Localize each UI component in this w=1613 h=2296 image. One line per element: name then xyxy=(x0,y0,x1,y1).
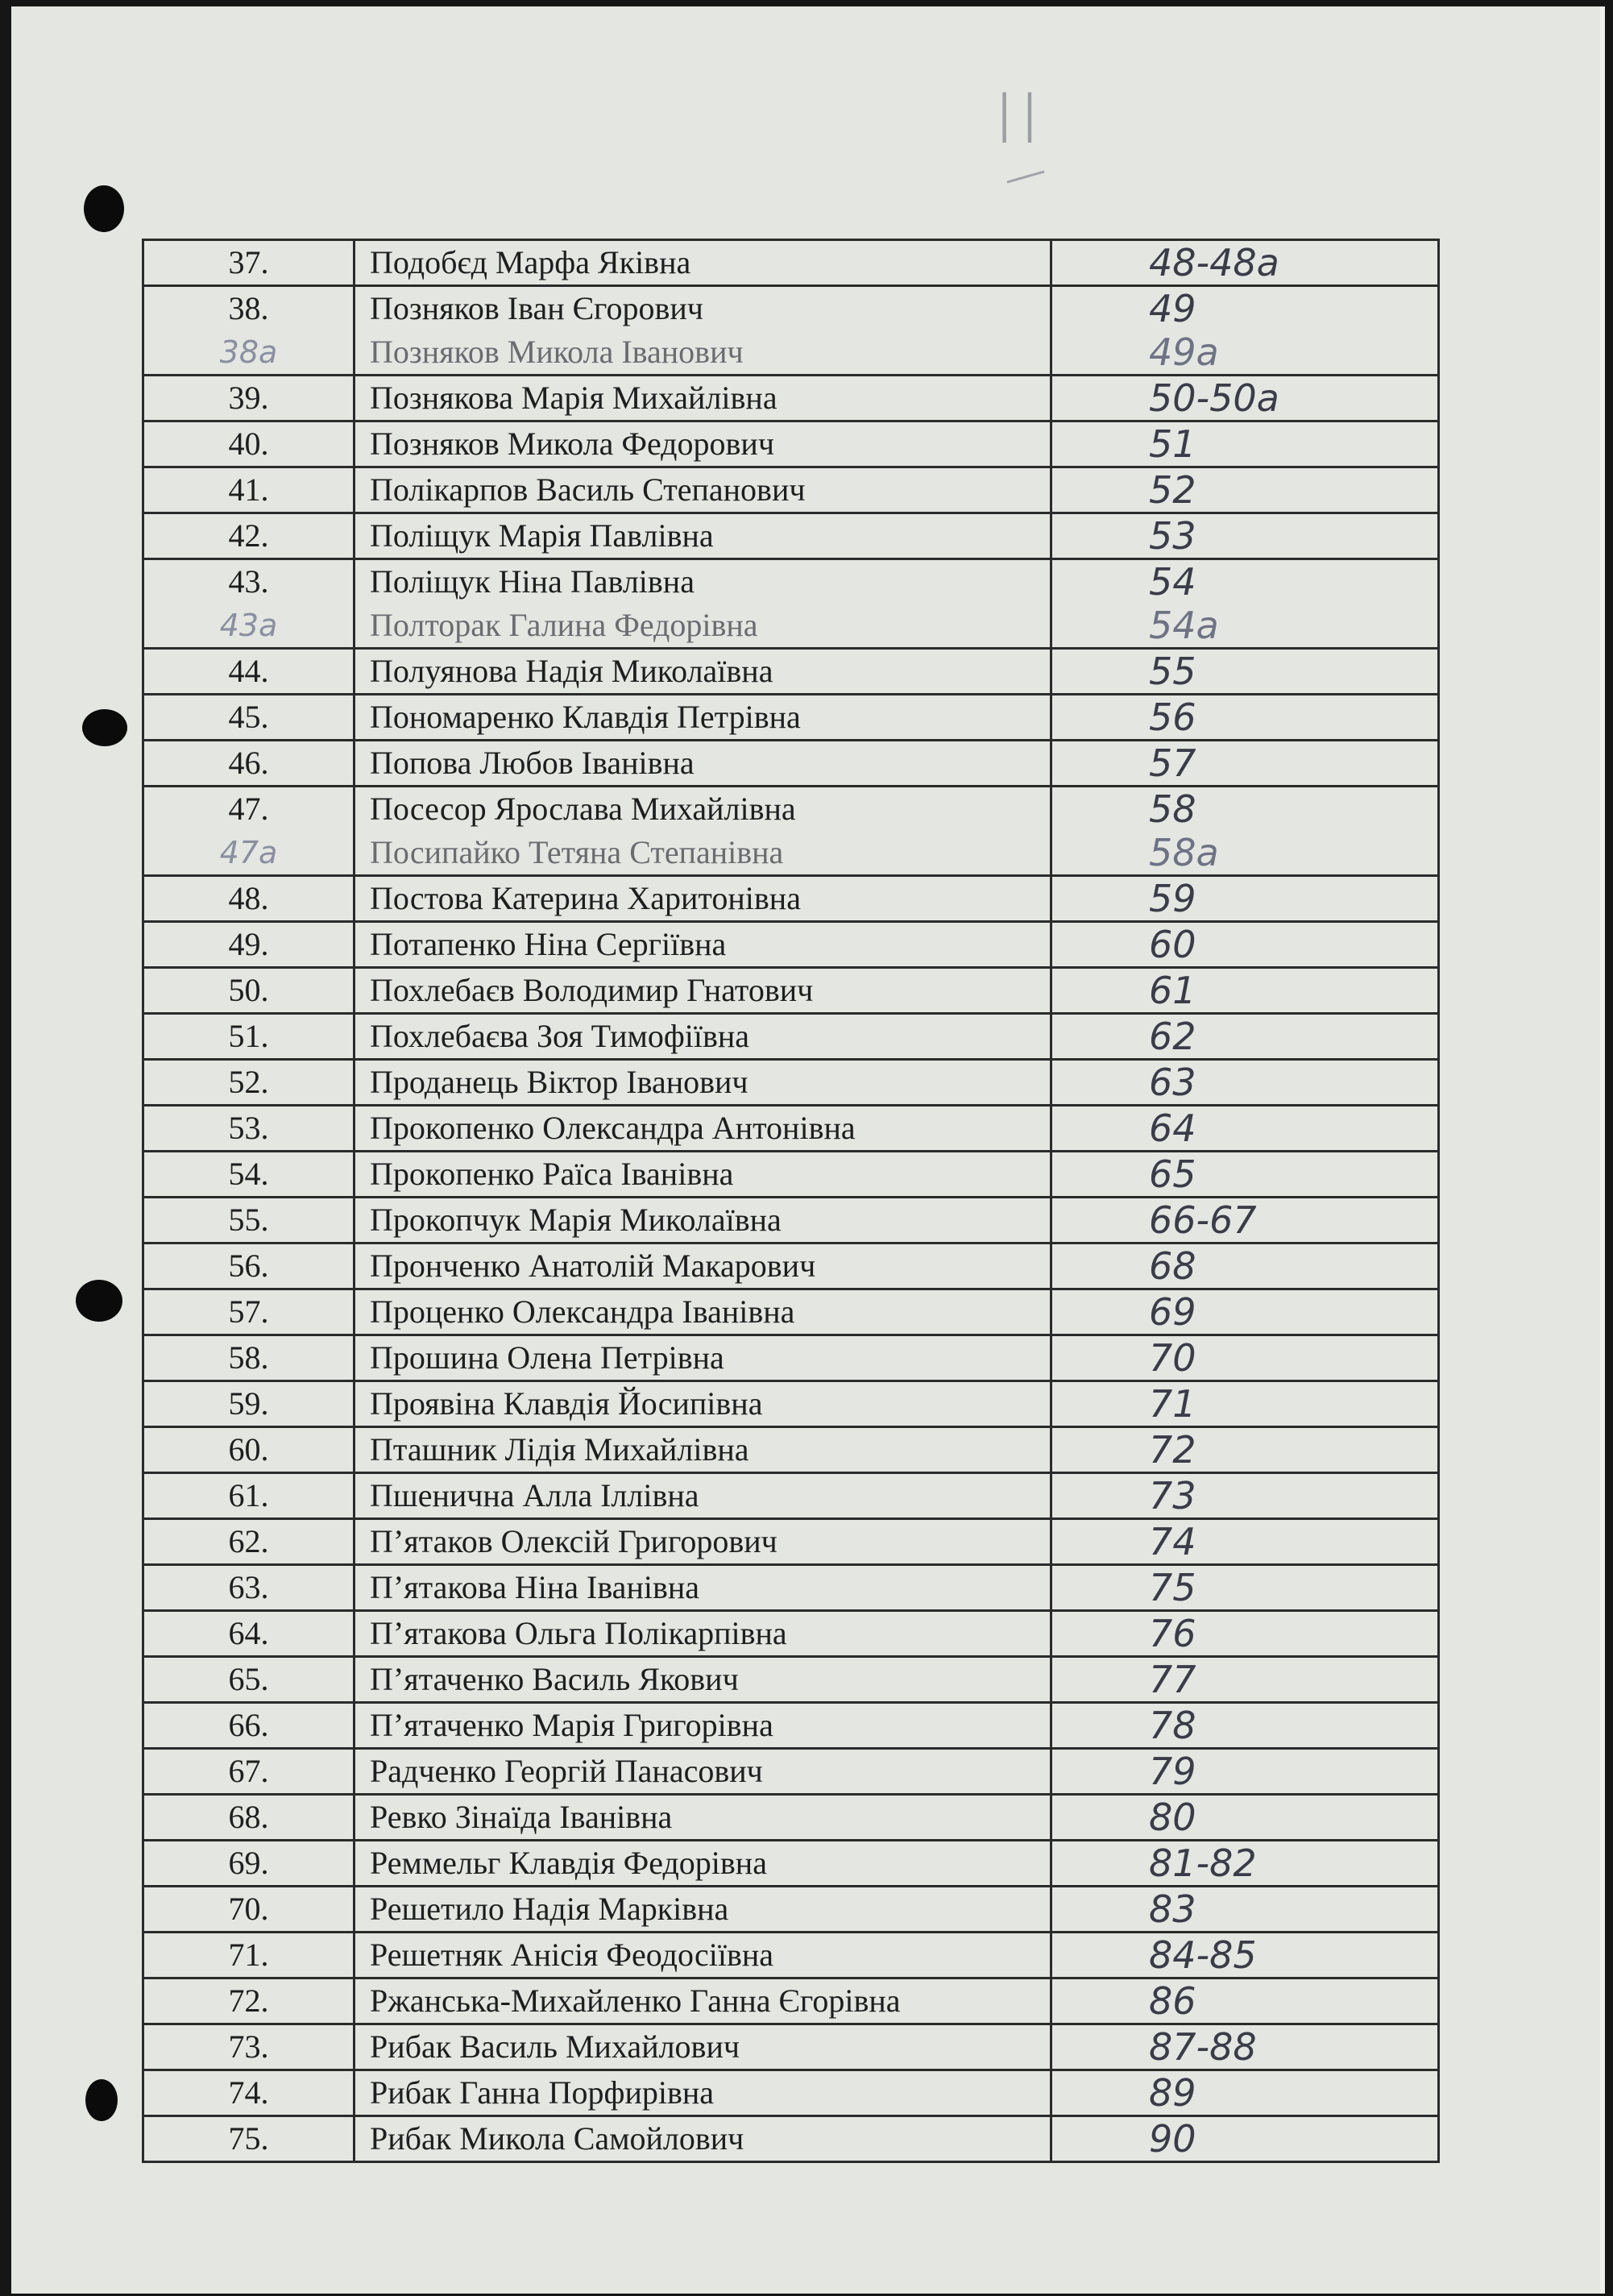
row-number-text: 56. xyxy=(228,1248,269,1284)
row-number xyxy=(143,1014,355,1060)
handwritten-page-number: 68 xyxy=(1149,1244,1196,1288)
table-row xyxy=(143,2024,1439,2070)
table-row xyxy=(143,240,1439,286)
binder-hole xyxy=(76,1280,122,1322)
table-row xyxy=(143,1657,1439,1703)
page-reference-cell xyxy=(1051,1933,1439,1978)
handwritten-page-number: 56 xyxy=(1149,695,1196,739)
handwritten-page-number: 53 xyxy=(1149,514,1196,558)
document-page xyxy=(11,6,1605,2294)
person-name-cell xyxy=(355,1381,1051,1427)
row-number-text: 61. xyxy=(228,1477,269,1513)
row-number xyxy=(143,876,355,922)
person-name-cell xyxy=(355,1933,1051,1978)
person-name: Позняков Іван Єгорович xyxy=(370,290,703,326)
person-name-cell xyxy=(355,876,1051,922)
binder-hole xyxy=(82,709,127,746)
row-number-text: 42. xyxy=(228,517,269,554)
person-name-cell xyxy=(355,376,1051,421)
handwritten-page-number: 61 xyxy=(1149,969,1196,1012)
table-row xyxy=(143,1381,1439,1427)
page-reference-cell xyxy=(1051,1841,1439,1887)
handwritten-sub-number: 47а xyxy=(219,835,278,870)
table-row xyxy=(143,376,1439,421)
handwritten-page-number: 69 xyxy=(1149,1290,1196,1334)
table-row xyxy=(143,922,1439,968)
handwritten-page-number: 57 xyxy=(1149,741,1196,785)
page-reference-cell xyxy=(1051,1611,1439,1657)
page-reference-cell xyxy=(1051,1657,1439,1703)
page-reference-cell xyxy=(1051,922,1439,968)
row-number xyxy=(143,741,355,787)
row-number xyxy=(143,1243,355,1289)
handwritten-page-number: 48-48а xyxy=(1149,241,1279,284)
person-name: Похлебаєва Зоя Тимофіївна xyxy=(370,1018,750,1054)
table-row xyxy=(143,695,1439,741)
handwritten-page-number: 89 xyxy=(1149,2071,1196,2115)
person-name: Ржанська-Михайленко Ганна Єгорівна xyxy=(370,1983,901,2019)
table-row xyxy=(143,1565,1439,1611)
page-reference-cell xyxy=(1051,1014,1439,1060)
person-name: Пташник Лідія Михайлівна xyxy=(370,1431,749,1468)
row-number-text: 59. xyxy=(228,1385,269,1422)
row-number-text: 65. xyxy=(228,1661,269,1697)
person-name-cell xyxy=(355,286,1051,376)
page-reference-cell xyxy=(1051,2070,1439,2116)
handwritten-page-number: 74 xyxy=(1149,1520,1196,1563)
handwritten-page-number: 58а xyxy=(1149,831,1219,874)
page-reference-cell xyxy=(1051,1703,1439,1749)
person-name-cell xyxy=(355,968,1051,1014)
page-reference-cell xyxy=(1051,376,1439,421)
person-name: Познякова Марія Михайлівна xyxy=(370,380,777,416)
page-reference-cell xyxy=(1051,1887,1439,1933)
page-marker: II xyxy=(994,79,1045,160)
person-name-cell xyxy=(355,513,1051,559)
person-name-cell xyxy=(355,787,1051,876)
row-number-text: 51. xyxy=(228,1018,269,1054)
page-reference-cell xyxy=(1051,1152,1439,1198)
person-name: Позняков Микола Іванович xyxy=(370,334,744,370)
person-name-cell xyxy=(355,741,1051,787)
person-name-cell xyxy=(355,1565,1051,1611)
page-reference-cell xyxy=(1051,1381,1439,1427)
row-number xyxy=(143,240,355,286)
handwritten-page-number: 70 xyxy=(1149,1336,1196,1380)
person-name-cell xyxy=(355,1106,1051,1152)
person-name: Полуянова Надія Миколаївна xyxy=(370,653,773,689)
table-row xyxy=(143,1841,1439,1887)
handwritten-page-number: 49 xyxy=(1149,287,1196,330)
handwritten-page-number: 76 xyxy=(1149,1612,1196,1655)
table-row xyxy=(143,559,1439,649)
table-row xyxy=(143,1611,1439,1657)
row-number-text: 54. xyxy=(228,1156,269,1192)
page-reference-cell xyxy=(1051,1565,1439,1611)
row-number-text: 58. xyxy=(228,1339,269,1376)
person-name-cell xyxy=(355,922,1051,968)
page-reference-cell xyxy=(1051,741,1439,787)
row-number-text: 69. xyxy=(228,1845,269,1881)
row-number-text: 68. xyxy=(228,1799,269,1835)
table-row xyxy=(143,1978,1439,2024)
handwritten-sub-number: 43а xyxy=(219,608,278,643)
person-name: Подобєд Марфа Яківна xyxy=(370,244,691,280)
row-number-text: 60. xyxy=(228,1431,269,1468)
table-row xyxy=(143,1335,1439,1381)
row-number xyxy=(143,1611,355,1657)
handwritten-page-number: 58 xyxy=(1149,787,1196,831)
row-number-text: 41. xyxy=(228,471,269,508)
handwritten-page-number: 62 xyxy=(1149,1015,1196,1058)
handwritten-page-number: 65 xyxy=(1149,1152,1196,1196)
person-name-cell xyxy=(355,1749,1051,1795)
page-reference-cell xyxy=(1051,1243,1439,1289)
person-name-cell xyxy=(355,1243,1051,1289)
handwritten-page-number: 79 xyxy=(1149,1750,1196,1793)
table-row xyxy=(143,968,1439,1014)
table-row xyxy=(143,1795,1439,1841)
person-name: П’ятаченко Василь Якович xyxy=(370,1661,739,1697)
page-reference-cell xyxy=(1051,1335,1439,1381)
row-number xyxy=(143,922,355,968)
person-name: Полікарпов Василь Степанович xyxy=(370,471,806,508)
person-name: Пономаренко Клавдія Петрівна xyxy=(370,699,801,735)
person-name: Ревко Зінаїда Іванівна xyxy=(370,1799,673,1835)
table-row xyxy=(143,1106,1439,1152)
page-reference-cell xyxy=(1051,286,1439,376)
row-number xyxy=(143,1427,355,1473)
person-name: П’ятакова Ольга Полікарпівна xyxy=(370,1615,787,1651)
page-marker-underline xyxy=(1007,170,1045,183)
table-row xyxy=(143,286,1439,376)
person-name-cell xyxy=(355,1152,1051,1198)
handwritten-page-number: 81-82 xyxy=(1149,1841,1257,1885)
person-name-cell xyxy=(355,1841,1051,1887)
page-reference-cell xyxy=(1051,1795,1439,1841)
person-name-cell xyxy=(355,1289,1051,1335)
person-name-cell xyxy=(355,1703,1051,1749)
row-number xyxy=(143,1795,355,1841)
person-name: Посипайко Тетяна Степанівна xyxy=(370,834,784,870)
handwritten-page-number: 80 xyxy=(1149,1796,1196,1839)
person-name-cell xyxy=(355,1014,1051,1060)
page-reference-cell xyxy=(1051,421,1439,467)
person-name: Пшенична Алла Іллівна xyxy=(370,1477,699,1513)
person-name-cell xyxy=(355,2116,1051,2162)
row-number-text: 55. xyxy=(228,1202,269,1238)
person-name: Попова Любов Іванівна xyxy=(370,745,695,781)
handwritten-page-number: 50-50а xyxy=(1149,376,1279,420)
row-number-text: 71. xyxy=(228,1937,269,1973)
page-reference-cell xyxy=(1051,467,1439,513)
page-reference-cell xyxy=(1051,649,1439,695)
page-reference-cell xyxy=(1051,968,1439,1014)
row-number xyxy=(143,513,355,559)
binder-hole xyxy=(84,185,124,232)
page-reference-cell xyxy=(1051,1749,1439,1795)
table-row xyxy=(143,1887,1439,1933)
row-number xyxy=(143,559,355,649)
row-number-text: 67. xyxy=(228,1753,269,1789)
person-name-cell xyxy=(355,1657,1051,1703)
handwritten-page-number: 77 xyxy=(1149,1658,1196,1701)
person-name: Позняков Микола Федорович xyxy=(370,426,774,462)
row-number xyxy=(143,1841,355,1887)
table-row xyxy=(143,467,1439,513)
row-number xyxy=(143,968,355,1014)
table-row xyxy=(143,421,1439,467)
handwritten-page-number: 73 xyxy=(1149,1474,1196,1518)
table-row xyxy=(143,1933,1439,1978)
person-name-cell xyxy=(355,695,1051,741)
table-row xyxy=(143,1198,1439,1243)
row-number-text: 62. xyxy=(228,1523,269,1559)
person-name-cell xyxy=(355,240,1051,286)
page-reference-cell xyxy=(1051,559,1439,649)
page-reference-cell xyxy=(1051,1106,1439,1152)
row-number-text: 47. xyxy=(228,791,269,827)
handwritten-page-number: 84-85 xyxy=(1149,1933,1257,1977)
handwritten-page-number: 86 xyxy=(1149,1979,1196,2023)
row-number xyxy=(143,1703,355,1749)
row-number xyxy=(143,1152,355,1198)
table-row xyxy=(143,2070,1439,2116)
person-name: Полторак Галина Федорівна xyxy=(370,607,758,643)
handwritten-page-number: 60 xyxy=(1149,923,1196,966)
person-name: Постова Катерина Харитонівна xyxy=(370,880,801,916)
row-number xyxy=(143,467,355,513)
person-name: Решетило Надія Марківна xyxy=(370,1891,729,1927)
person-name: Решетняк Анісія Феодосіївна xyxy=(370,1937,773,1973)
row-number-text: 40. xyxy=(228,426,269,462)
row-number xyxy=(143,1657,355,1703)
page-reference-cell xyxy=(1051,1978,1439,2024)
row-number-text: 44. xyxy=(228,653,269,689)
person-name: Рибак Василь Михайлович xyxy=(370,2028,740,2065)
register-table xyxy=(142,239,1440,2163)
row-number xyxy=(143,1106,355,1152)
page-reference-cell xyxy=(1051,1519,1439,1565)
handwritten-sub-number: 38а xyxy=(219,334,278,370)
row-number xyxy=(143,1473,355,1519)
person-name: Проявіна Клавдія Йосипівна xyxy=(370,1385,763,1422)
table-row xyxy=(143,1289,1439,1335)
row-number xyxy=(143,1565,355,1611)
person-name: Проданець Віктор Іванович xyxy=(370,1064,748,1100)
row-number-text: 37. xyxy=(228,244,269,280)
handwritten-page-number: 51 xyxy=(1149,422,1196,466)
person-name-cell xyxy=(355,649,1051,695)
person-name: Рибак Ганна Порфирівна xyxy=(370,2074,715,2111)
handwritten-page-number: 66-67 xyxy=(1149,1198,1257,1242)
row-number xyxy=(143,787,355,876)
person-name-cell xyxy=(355,1060,1051,1106)
person-name: Пронченко Анатолій Макарович xyxy=(370,1248,816,1284)
table-row xyxy=(143,741,1439,787)
page-reference-cell xyxy=(1051,2116,1439,2162)
page-reference-cell xyxy=(1051,1289,1439,1335)
handwritten-page-number: 54 xyxy=(1149,560,1196,604)
person-name-cell xyxy=(355,1519,1051,1565)
row-number-text: 39. xyxy=(228,380,269,416)
page-reference-cell xyxy=(1051,1427,1439,1473)
page-reference-cell xyxy=(1051,1473,1439,1519)
table-row xyxy=(143,1703,1439,1749)
row-number xyxy=(143,1335,355,1381)
row-number xyxy=(143,2070,355,2116)
person-name: Посесор Ярослава Михайлівна xyxy=(370,791,796,827)
row-number xyxy=(143,1519,355,1565)
person-name-cell xyxy=(355,467,1051,513)
handwritten-page-number: 78 xyxy=(1149,1704,1196,1747)
table-row xyxy=(143,1014,1439,1060)
table-row xyxy=(143,2116,1439,2162)
person-name: Радченко Георгій Панасович xyxy=(370,1753,763,1789)
handwritten-page-number: 71 xyxy=(1149,1382,1196,1426)
person-name: Потапенко Ніна Сергіївна xyxy=(370,926,727,962)
table-row xyxy=(143,1152,1439,1198)
row-number-text: 73. xyxy=(228,2028,269,2065)
row-number-text: 74. xyxy=(228,2074,269,2111)
person-name-cell xyxy=(355,1887,1051,1933)
row-number-text: 49. xyxy=(228,926,269,962)
row-number xyxy=(143,286,355,376)
row-number xyxy=(143,2024,355,2070)
row-number-text: 50. xyxy=(228,972,269,1008)
row-number xyxy=(143,1381,355,1427)
person-name-cell xyxy=(355,2070,1051,2116)
row-number xyxy=(143,376,355,421)
page-reference-cell xyxy=(1051,1198,1439,1243)
person-name: Проценко Олександра Іванівна xyxy=(370,1293,795,1330)
page-reference-cell xyxy=(1051,240,1439,286)
handwritten-page-number: 75 xyxy=(1149,1566,1196,1609)
person-name: П’ятаченко Марія Григорівна xyxy=(370,1707,773,1743)
handwritten-page-number: 72 xyxy=(1149,1428,1196,1472)
binder-hole xyxy=(85,2079,118,2121)
person-name-cell xyxy=(355,2024,1051,2070)
page-reference-cell xyxy=(1051,787,1439,876)
table-row xyxy=(143,1060,1439,1106)
row-number-text: 45. xyxy=(228,699,269,735)
table-row xyxy=(143,1243,1439,1289)
handwritten-page-number: 59 xyxy=(1149,877,1196,920)
handwritten-page-number: 83 xyxy=(1149,1887,1196,1931)
person-name: Прокопчук Марія Миколаївна xyxy=(370,1202,782,1238)
row-number-text: 72. xyxy=(228,1983,269,2019)
row-number-text: 52. xyxy=(228,1064,269,1100)
handwritten-page-number: 54а xyxy=(1149,604,1219,647)
row-number xyxy=(143,1887,355,1933)
person-name: Реммельг Клавдія Федорівна xyxy=(370,1845,767,1881)
row-number-text: 53. xyxy=(228,1110,269,1146)
row-number-text: 75. xyxy=(228,2120,269,2157)
handwritten-page-number: 55 xyxy=(1149,650,1196,693)
person-name: П’ятаков Олексій Григорович xyxy=(370,1523,777,1559)
person-name-cell xyxy=(355,1427,1051,1473)
row-number xyxy=(143,1198,355,1243)
table-row xyxy=(143,787,1439,876)
row-number xyxy=(143,1749,355,1795)
person-name: Прокопенко Раїса Іванівна xyxy=(370,1156,734,1192)
row-number-text: 43. xyxy=(228,563,269,600)
handwritten-page-number: 87-88 xyxy=(1149,2025,1257,2069)
row-number-text: 66. xyxy=(228,1707,269,1743)
table-row xyxy=(143,513,1439,559)
row-number xyxy=(143,695,355,741)
person-name-cell xyxy=(355,1611,1051,1657)
page-reference-cell xyxy=(1051,1060,1439,1106)
handwritten-page-number: 63 xyxy=(1149,1061,1196,1104)
page-reference-cell xyxy=(1051,695,1439,741)
table-row xyxy=(143,649,1439,695)
row-number-text: 64. xyxy=(228,1615,269,1651)
person-name: Рибак Микола Самойлович xyxy=(370,2120,744,2157)
page-reference-cell xyxy=(1051,513,1439,559)
row-number xyxy=(143,1289,355,1335)
table-row xyxy=(143,1519,1439,1565)
person-name: Похлебаєв Володимир Гнатович xyxy=(370,972,814,1008)
person-name-cell xyxy=(355,421,1051,467)
handwritten-page-number: 64 xyxy=(1149,1106,1196,1150)
row-number-text: 57. xyxy=(228,1293,269,1330)
person-name-cell xyxy=(355,1795,1051,1841)
table-row xyxy=(143,1473,1439,1519)
table-row xyxy=(143,876,1439,922)
person-name: П’ятакова Ніна Іванівна xyxy=(370,1569,700,1605)
handwritten-page-number: 49а xyxy=(1149,330,1219,374)
table-row xyxy=(143,1427,1439,1473)
handwritten-page-number: 52 xyxy=(1149,468,1196,512)
person-name-cell xyxy=(355,1198,1051,1243)
row-number-text: 63. xyxy=(228,1569,269,1605)
row-number-text: 48. xyxy=(228,880,269,916)
person-name: Прокопенко Олександра Антонівна xyxy=(370,1110,856,1146)
handwritten-page-number: 90 xyxy=(1149,2117,1196,2161)
row-number xyxy=(143,649,355,695)
row-number-text: 38. xyxy=(228,290,269,326)
row-number xyxy=(143,421,355,467)
table-row xyxy=(143,1749,1439,1795)
person-name-cell xyxy=(355,1978,1051,2024)
row-number xyxy=(143,1978,355,2024)
row-number-text: 46. xyxy=(228,745,269,781)
row-number xyxy=(143,1060,355,1106)
row-number xyxy=(143,2116,355,2162)
page-reference-cell xyxy=(1051,876,1439,922)
page-reference-cell xyxy=(1051,2024,1439,2070)
person-name-cell xyxy=(355,1473,1051,1519)
register-rows xyxy=(143,240,1439,2162)
person-name-cell xyxy=(355,559,1051,649)
row-number-text: 70. xyxy=(228,1891,269,1927)
row-number xyxy=(143,1933,355,1978)
person-name: Прошина Олена Петрівна xyxy=(370,1339,724,1376)
person-name: Поліщук Ніна Павлівна xyxy=(370,563,695,600)
person-name: Поліщук Марія Павлівна xyxy=(370,517,714,554)
person-name-cell xyxy=(355,1335,1051,1381)
